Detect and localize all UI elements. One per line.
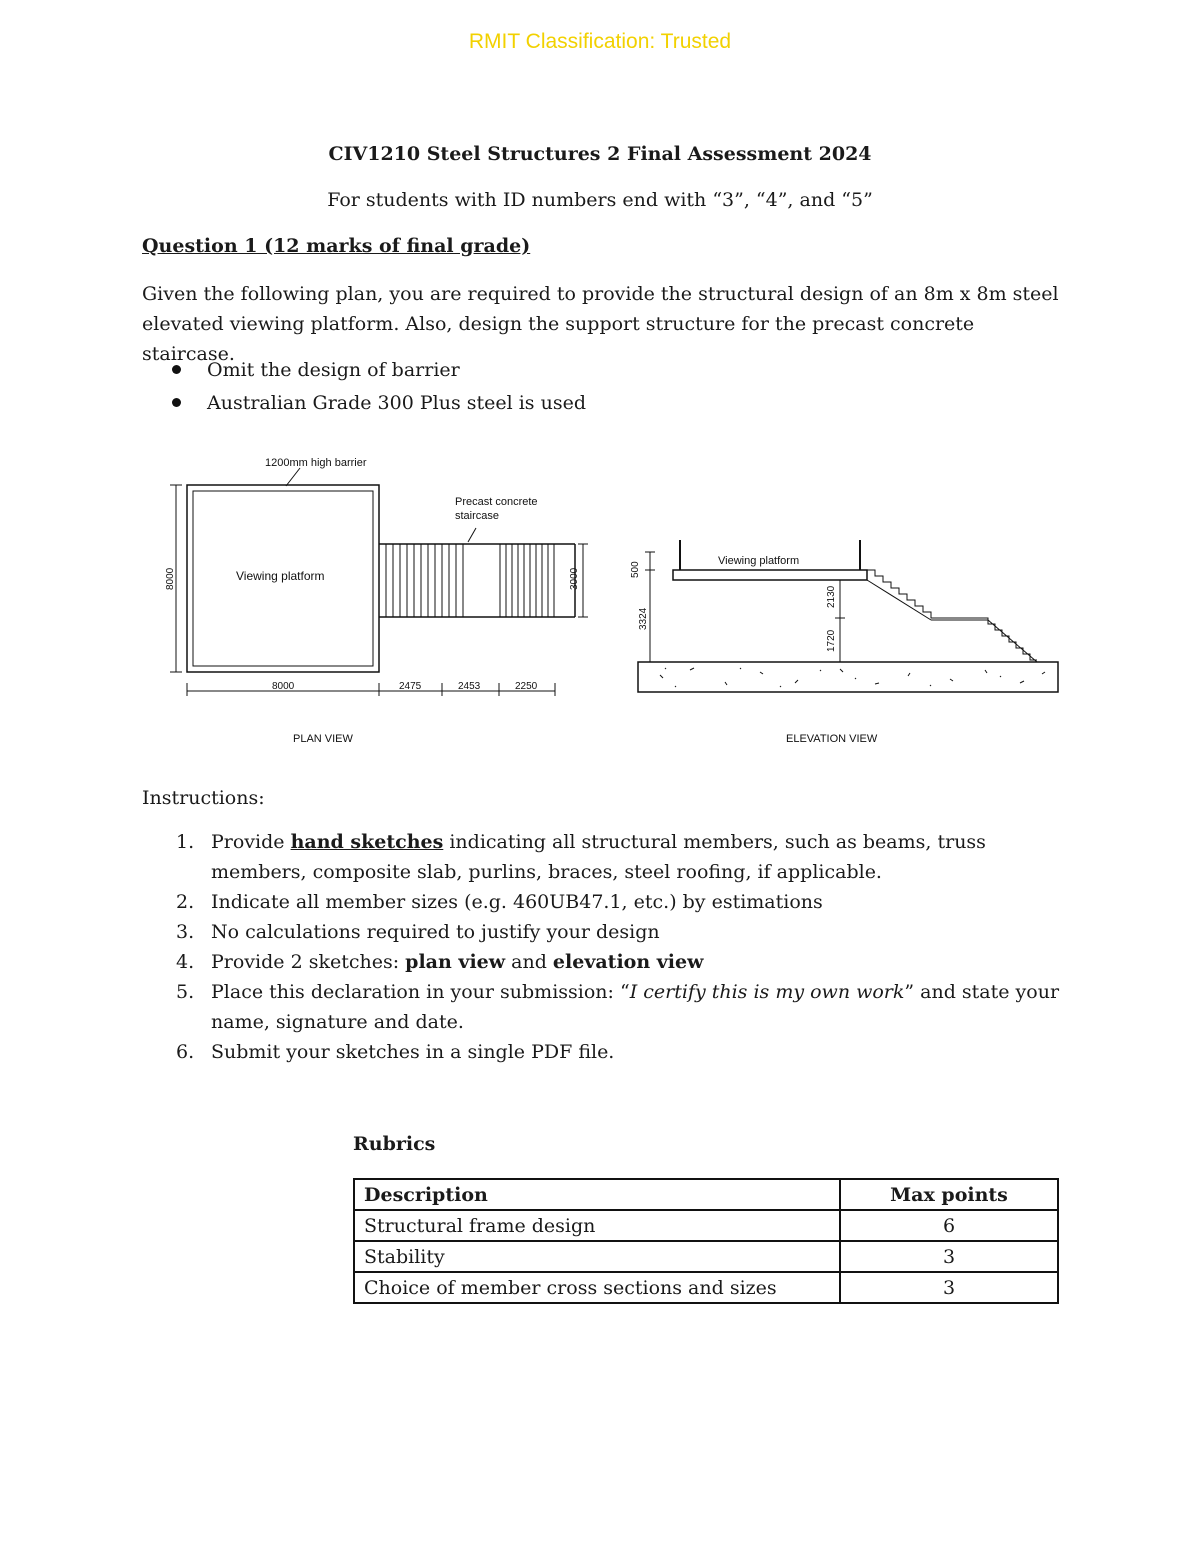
table-row [354,1241,1058,1272]
plan-dim-seg1: 2475 [399,681,422,692]
bullet-item: Australian Grade 300 Plus steel is used [172,392,586,414]
cell-points: 3 [840,1272,1058,1303]
list-item: 5. Place this declaration in your submission: “I certify this is my own work” and state your name, signature and date. [176,981,1060,1033]
staircase-profile [867,570,1037,660]
elevation-dim-height: 3324 [638,607,649,630]
header-description: Description [354,1179,840,1210]
list-item: 1. Provide hand sketches indicating all structural members, such as beams, truss members, composite slab, purlins, braces, steel roofing, if applicable. [176,831,986,883]
header-max-points: Max points [840,1179,1058,1210]
list-item: 4. Provide 2 sketches: plan view and elevation view [176,951,704,973]
table-row [354,1272,1058,1303]
list-item: 3. No calculations required to justify your design [176,921,660,943]
cell-points: 3 [840,1241,1058,1272]
elevation-dim-lower: 1720 [826,629,837,652]
plan-dim-seg2: 2453 [458,681,481,692]
table-row [354,1210,1058,1241]
table-header-row [354,1179,1058,1210]
question-heading: Question 1 (12 marks of final grade) [142,235,531,257]
platform-deck [673,570,867,580]
rubrics-table [353,1178,1059,1304]
cell-points: 6 [840,1210,1058,1241]
elevation-platform-label: Viewing platform [718,555,800,567]
cell-description: Structural frame design [354,1210,840,1241]
plan-dim-stair-width: 3000 [569,567,580,590]
elevation-caption: ELEVATION VIEW [786,733,878,745]
plan-platform-label: Viewing platform [236,569,325,583]
instructions-list [172,827,1072,1067]
elevation-dim-barrier: 500 [630,561,641,578]
structural-figure [150,440,1070,760]
stair-label-line2: staircase [455,510,500,522]
stair-leader [468,528,476,542]
list-item: 6. Submit your sketches in a single PDF file. [176,1041,615,1063]
elevation-view [638,540,1058,692]
instructions-label: Instructions: [142,787,265,809]
document-title: CIV1210 Steel Structures 2 Final Assessment 2024 [328,143,872,165]
bullet-icon [172,365,181,374]
bullet-item: Omit the design of barrier [172,359,460,381]
question-intro: Given the following plan, you are required to provide the structural design of an 8m x 8m steel elevated viewing platform. Also, design the support structure for the precast concrete staircase. [142,283,1059,365]
ground-slab [638,662,1058,692]
document-subtitle: For students with ID numbers end with “3”, “4”, and “5” [327,189,873,211]
plan-dim-seg3: 2250 [515,681,538,692]
stair-treads-lower [500,544,554,617]
cell-description: Stability [354,1241,840,1272]
barrier-label: 1200mm high barrier [265,457,367,469]
barrier-leader [286,468,300,486]
bullet-icon [172,398,181,407]
cell-description: Choice of member cross sections and sizes [354,1272,840,1303]
stair-label-line1: Precast concrete [455,496,538,508]
plan-dim-side: 8000 [165,567,176,590]
list-item: 2. Indicate all member sizes (e.g. 460UB47.1, etc.) by estimations [176,891,823,913]
elevation-dim-upper: 2130 [826,585,837,608]
plan-caption: PLAN VIEW [293,733,353,745]
plan-dim-bottom: 8000 [272,681,295,692]
stair-treads-upper [386,544,463,617]
ground-hatching [660,668,1045,687]
rubrics-title: Rubrics [353,1133,436,1155]
classification-label: RMIT Classification: Trusted [468,30,732,53]
